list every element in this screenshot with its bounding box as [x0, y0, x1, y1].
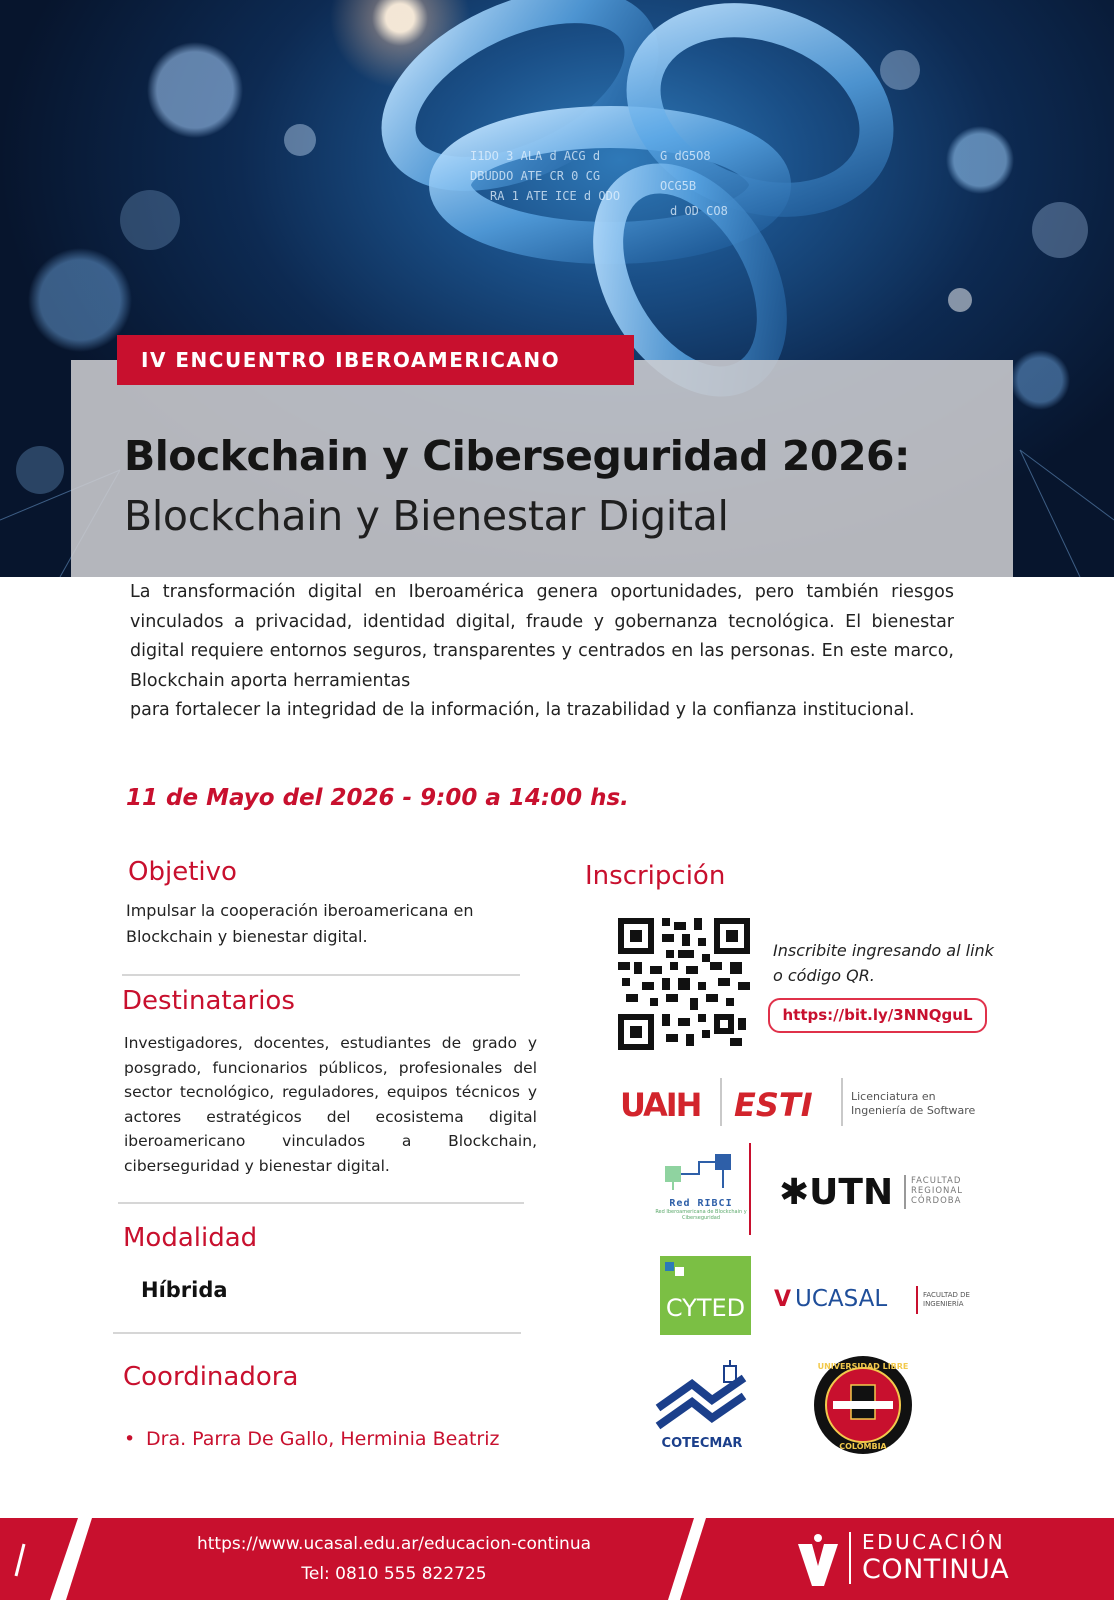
divider: [118, 1202, 524, 1204]
event-date-time: 11 de Mayo del 2026 - 9:00 a 14:00 hs.: [126, 785, 629, 811]
svg-text:G dG5O8: G dG5O8: [660, 149, 711, 163]
svg-text:RA 1 ATE ICE d ODO: RA 1 ATE ICE d ODO: [490, 189, 621, 203]
footer-brand-top: EDUCACIÓN: [862, 1530, 1006, 1554]
divider: [916, 1286, 918, 1314]
inscripcion-instructions: Inscribite ingresando al link o código QR.: [773, 941, 994, 985]
esti-logo: ESTI: [734, 1086, 813, 1124]
uaih-logo: UAIH: [620, 1086, 701, 1124]
utn-logo: ✱UTN: [779, 1172, 894, 1213]
svg-text:OCG5B: OCG5B: [660, 179, 697, 193]
cotecmar-wave-icon: [652, 1360, 752, 1432]
esti-caption: Licenciatura en Ingeniería de Software: [851, 1090, 976, 1117]
ucasal-symbol-icon: V: [774, 1287, 792, 1312]
svg-text:DBUDDO ATE CR 0 CG: DBUDDO ATE CR 0 CG: [470, 169, 601, 183]
cyted-logo: [660, 1256, 751, 1335]
coordinadora-list-item: • Dra. Parra De Gallo, Herminia Beatriz: [124, 1428, 500, 1450]
utn-caption: FACULTAD REGIONAL CÓRDOBA: [911, 1176, 963, 1206]
cotecmar-name: COTECMAR: [661, 1436, 743, 1451]
destinatarios-heading: Destinatarios: [122, 986, 295, 1016]
event-title: Blockchain y Ciberseguridad 2026:: [124, 432, 910, 480]
intro-paragraph-1: La transformación digital en Iberoamérica genera oportunidades, pero también riesgos vinculados a privacidad, identidad digital, fraude y gobernanza tecnológica. El bienestar digital requiere entornos seguros, transparentes y centrados en las personas. En este marco, Blockchain aporta herramientas: [130, 582, 954, 691]
objetivo-text: Impulsar la cooperación iberoamericana en Blockchain y bienestar digital.: [126, 901, 474, 946]
cotecmar-logo: [652, 1360, 752, 1452]
universidad-libre-bottom-text: COLOMBIA: [839, 1442, 887, 1451]
bullet-icon: •: [124, 1428, 136, 1450]
divider: [113, 1332, 521, 1334]
svg-text:I1DO 3 ALA d ACG d: I1DO 3 ALA d ACG d: [470, 149, 601, 163]
intro-text: [130, 578, 954, 726]
divider: [749, 1143, 751, 1235]
universidad-libre-logo: [813, 1355, 913, 1455]
objetivo-heading: Objetivo: [128, 857, 237, 887]
red-ribci-logo: [655, 1148, 747, 1228]
event-subtitle: Blockchain y Bienestar Digital: [124, 492, 729, 540]
ucasal-brand-icon: [796, 1532, 840, 1588]
cyted-symbol-icon: [665, 1262, 687, 1284]
footer-brand-bottom: CONTINUA: [862, 1554, 1010, 1585]
hero-banner: [0, 0, 1114, 577]
footer-phone: Tel: 0810 555 822725: [301, 1564, 487, 1584]
ucasal-logo: V UCASAL: [774, 1286, 888, 1312]
event-edition-tag: IV ENCUENTRO IBEROAMERICANO: [117, 335, 634, 385]
utn-symbol-icon: ✱: [779, 1172, 810, 1213]
footer: [0, 1518, 1114, 1600]
modalidad-value: Híbrida: [141, 1278, 228, 1302]
qr-code[interactable]: [618, 918, 750, 1050]
inscripcion-heading: Inscripción: [585, 861, 726, 891]
ucasal-caption: FACULTAD DE INGENIERÍA: [923, 1291, 970, 1308]
divider: [904, 1175, 906, 1209]
network-cubes-icon: [655, 1148, 747, 1194]
universidad-libre-seal-icon: [813, 1355, 913, 1455]
cyted-name: CYTED: [665, 1294, 746, 1322]
modalidad-heading: Modalidad: [123, 1223, 258, 1253]
universidad-libre-top-text: UNIVERSIDAD LIBRE: [817, 1362, 909, 1371]
divider: [849, 1532, 851, 1584]
divider: [841, 1078, 843, 1126]
footer-website-link[interactable]: https://www.ucasal.edu.ar/educacion-continua: [196, 1534, 592, 1554]
red-ribci-caption: Red Iberoamericana de Blockchain y Ciberseguridad: [655, 1209, 747, 1221]
intro-paragraph-2: para fortalecer la integridad de la información, la trazabilidad y la confianza institucional.: [130, 700, 915, 720]
coordinadora-heading: Coordinadora: [123, 1362, 299, 1392]
svg-text:d OD CO8: d OD CO8: [670, 204, 728, 218]
divider: [720, 1078, 722, 1126]
registration-link[interactable]: https://bit.ly/3NNQguL: [768, 998, 987, 1033]
destinatarios-text: Investigadores, docentes, estudiantes de grado y posgrado, funcionarios públicos, profesionales del sector tecnológico, reguladores, equipos técnicos y actores estratégicos del ecosistema digital iberoamericano vinculados a Blockchain, ciberseguridad y bienestar digital.: [124, 1034, 537, 1175]
divider: [122, 974, 520, 976]
red-ribci-name: Red RIBCI: [669, 1198, 733, 1209]
